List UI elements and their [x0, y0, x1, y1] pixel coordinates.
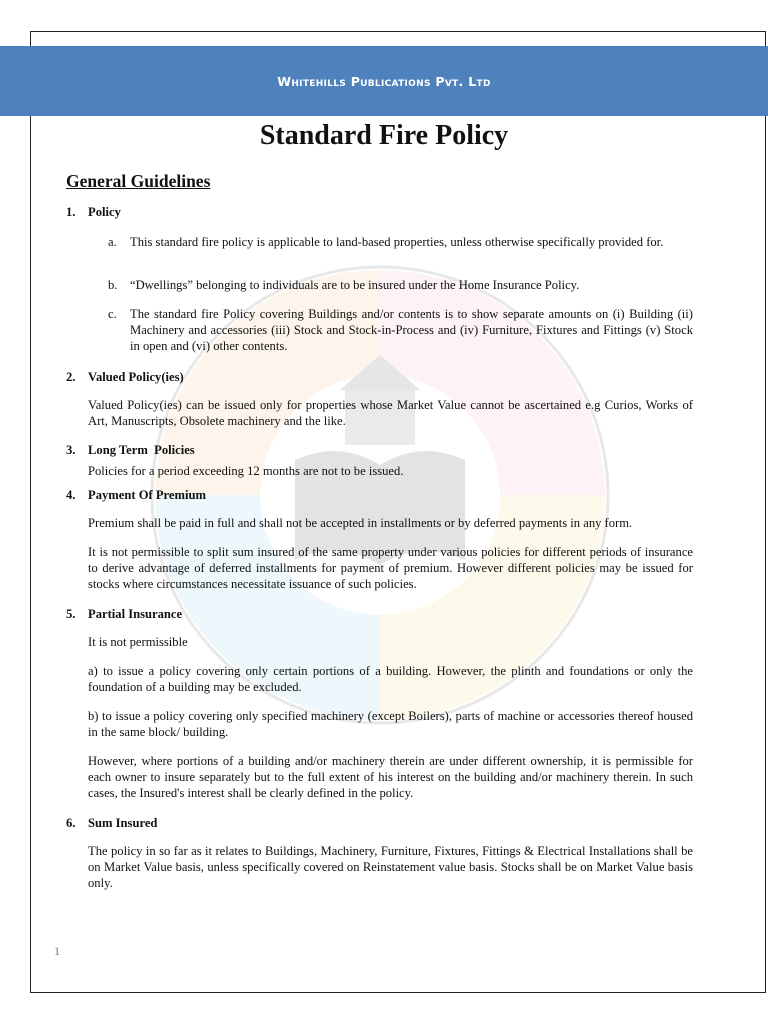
- paragraph: b) to issue a policy covering only specified machinery (except Boilers), parts of machine or accessories thereof housed in the same block/ building.: [88, 709, 693, 739]
- section-title-long-term-policies: Long Term Policies: [88, 443, 195, 457]
- paragraph: Valued Policy(ies) can be issued only for properties whose Market Value cannot be ascertained e.g Curios, Works of Art, Manuscripts, Obsolete machinery and the like.: [88, 398, 693, 428]
- list-item-label: a.: [108, 235, 117, 249]
- section-title-sum-insured: Sum Insured: [88, 816, 158, 830]
- paragraph: It is not permissible: [88, 635, 188, 649]
- paragraph: The policy in so far as it relates to Buildings, Machinery, Furniture, Fixtures, Fittings & Electrical Installations shall be on Market Value basis, unless specifically covered on Reinstatement value basis. Stocks shall be on Market Value basis only.: [88, 844, 693, 890]
- list-item-text: The standard fire Policy covering Buildings and/or contents is to show separate amounts on (i) Building (ii) Machinery and accessories (iii) Stock and Stock-in-Process and (iv) Furniture, Fixtures and Fittings (v) Stock in open and (vi) other contents.: [130, 307, 693, 353]
- section-number: 4.: [66, 488, 76, 502]
- section-number: 5.: [66, 607, 76, 621]
- list-item-label: b.: [108, 278, 118, 292]
- paragraph: Policies for a period exceeding 12 months are not to be issued.: [88, 464, 404, 478]
- list-item-text: “Dwellings” belonging to individuals are to be insured under the Home Insurance Policy.: [130, 278, 580, 292]
- section-number: 1.: [66, 205, 76, 219]
- section-number: 3.: [66, 443, 76, 457]
- paragraph: However, where portions of a building and/or machinery therein are under different ownership, it is permissible for each owner to insure separately but to the full extent of his interest on the building and/or machinery therein. In such cases, the Insured's interest shall be clearly defined in the policy.: [88, 754, 693, 800]
- list-item-text: This standard fire policy is applicable to land-based properties, unless otherwise specifically provided for.: [130, 235, 664, 249]
- document-title: Standard Fire Policy: [259, 120, 509, 151]
- list-item-label: c.: [108, 307, 117, 321]
- paragraph: Premium shall be paid in full and shall not be accepted in installments or by deferred payments in any form.: [88, 516, 633, 530]
- section-title-partial-insurance: Partial Insurance: [88, 607, 183, 621]
- page-number: 1: [54, 944, 60, 958]
- paragraph: a) to issue a policy covering only certain portions of a building. However, the plinth and foundations or only the foundation of a building may be excluded.: [88, 664, 693, 694]
- section-title-policy: Policy: [88, 205, 121, 219]
- section-heading-general-guidelines: General Guidelines: [66, 171, 211, 191]
- publisher-name: Whitehills Publications Pvt. Ltd: [277, 74, 491, 89]
- section-number: 2.: [66, 370, 76, 384]
- section-title-payment-of-premium: Payment Of Premium: [88, 488, 206, 502]
- paragraph: It is not permissible to split sum insured of the same property under various policies for different periods of insurance to derive advantage of deferred installments for payment of premium. However different policies may be issued for stocks where circumstances necessitate issuance of such policies.: [88, 545, 693, 591]
- section-number: 6.: [66, 816, 76, 830]
- section-title-valued-policies: Valued Policy(ies): [88, 370, 184, 384]
